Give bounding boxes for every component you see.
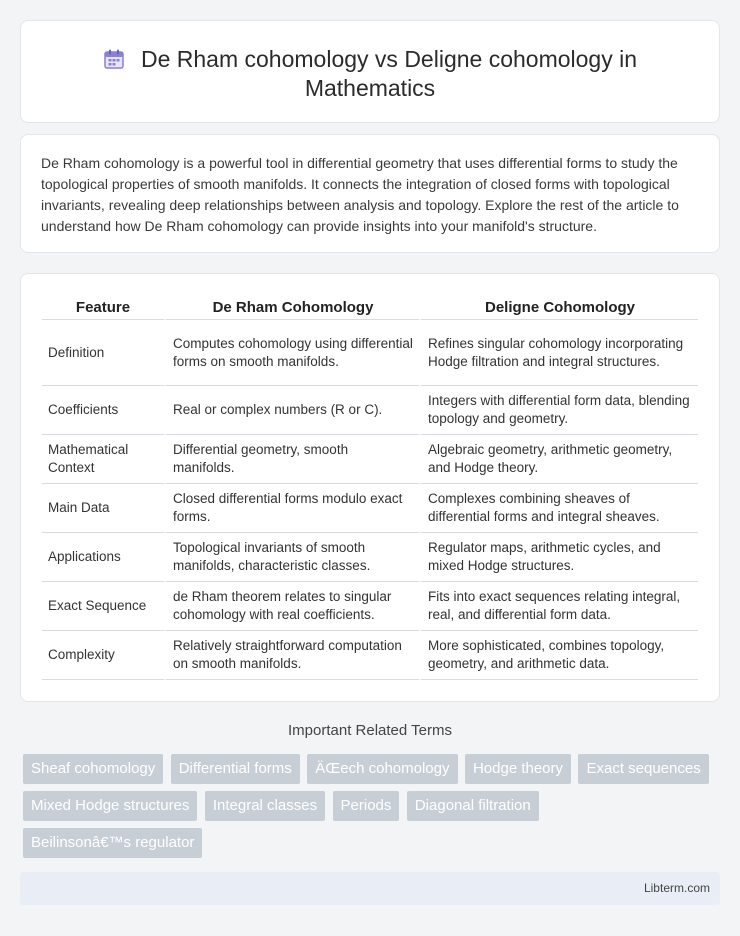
deligne-cell: Integers with differential form data, blending topology and geometry. [419,386,698,435]
feature-cell: Exact Sequence [42,582,164,631]
table-header-row [42,294,698,320]
page-title [21,45,719,103]
related-terms-title: Important Related Terms [288,722,452,739]
related-terms-list [23,754,723,865]
de-rham-cell: Computes cohomology using differential forms on smooth manifolds. [164,320,419,386]
deligne-cell: Algebraic geometry, arithmetic geometry, and Hodge theory. [419,435,698,484]
intro-text: De Rham cohomology is a powerful tool in differential geometry that uses differential forms to study the topological properties of smooth manifolds. It connects the integration of closed forms with topological invariants, revealing deep relationships between analysis and topology. Explore the rest of the article to understand how De Rham cohomology can provide insights into your manifold's structure. [41,155,679,234]
table-row [42,631,698,680]
header-de-rham: De Rham Cohomology [164,294,419,320]
related-term-tag[interactable]: Sheaf cohomology [23,754,163,784]
related-term-tag[interactable]: Hodge theory [465,754,571,784]
calendar-icon [103,48,125,70]
table-row [42,582,698,631]
title-card [20,20,720,123]
related-term-tag[interactable]: Mixed Hodge structures [23,791,197,821]
feature-cell: Main Data [42,484,164,533]
de-rham-cell: Closed differential forms modulo exact forms. [164,484,419,533]
table-row [42,386,698,435]
related-term-tag[interactable]: Beilinsonâ€™s regulator [23,828,202,858]
table-row [42,484,698,533]
footer-site-link[interactable]: Libterm.com [643,881,710,895]
related-term-tag[interactable]: Exact sequences [578,754,708,784]
footer [20,872,720,905]
title-line-2: Mathematics [304,75,436,101]
related-term-tag[interactable]: Periods [333,791,400,821]
feature-cell: Definition [42,320,164,386]
de-rham-cell: Real or complex numbers (R or C). [164,386,419,435]
related-term-tag[interactable]: ÄŒech cohomology [307,754,457,784]
table-row [42,320,698,386]
related-term-tag[interactable]: Diagonal filtration [407,791,539,821]
related-term-tag[interactable]: Differential forms [171,754,300,784]
deligne-cell: Complexes combining sheaves of differential forms and integral sheaves. [419,484,698,533]
deligne-cell: Fits into exact sequences relating integral, real, and differential form data. [419,582,698,631]
de-rham-cell: de Rham theorem relates to singular cohomology with real coefficients. [164,582,419,631]
comparison-table [42,294,698,680]
comparison-card [20,273,720,702]
deligne-cell: More sophisticated, combines topology, geometry, and arithmetic data. [419,631,698,680]
related-term-tag[interactable]: Integral classes [205,791,325,821]
feature-cell: Mathematical Context [42,435,164,484]
feature-cell: Coefficients [42,386,164,435]
deligne-cell: Regulator maps, arithmetic cycles, and mixed Hodge structures. [419,533,698,582]
header-feature: Feature [42,294,164,320]
title-line-1: De Rham cohomology vs Deligne cohomology in [140,46,638,72]
intro-card [20,134,720,253]
table-row [42,435,698,484]
de-rham-cell: Relatively straightforward computation on smooth manifolds. [164,631,419,680]
de-rham-cell: Differential geometry, smooth manifolds. [164,435,419,484]
deligne-cell: Refines singular cohomology incorporating Hodge filtration and integral structures. [419,320,698,386]
feature-cell: Complexity [42,631,164,680]
feature-cell: Applications [42,533,164,582]
de-rham-cell: Topological invariants of smooth manifolds, characteristic classes. [164,533,419,582]
table-row [42,533,698,582]
header-deligne: Deligne Cohomology [419,294,698,320]
